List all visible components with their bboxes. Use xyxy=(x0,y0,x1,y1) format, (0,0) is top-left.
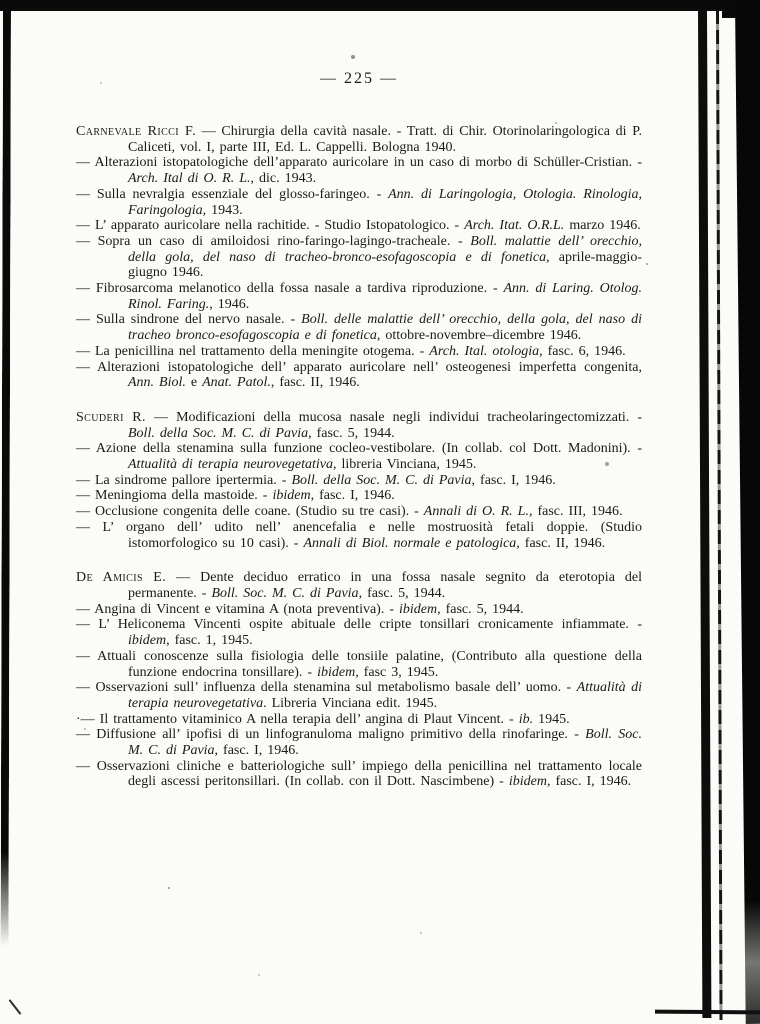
entry-text-segment: , fasc. 5, 1944. xyxy=(308,425,395,441)
entry-text-segment: , fasc. I, 1946. xyxy=(546,774,632,790)
bibliography-group xyxy=(76,570,642,790)
entry-text-segment: , dic. 1943. xyxy=(250,171,317,187)
bibliography xyxy=(76,124,642,809)
entry-text-segment: , aprile-maggio-giugno 1946. xyxy=(128,249,642,281)
entry-text-segment: , fasc 3, 1945. xyxy=(355,664,439,680)
entry-text-segment: 1945. xyxy=(533,711,570,727)
bibliography-entry xyxy=(76,727,642,758)
journal-title-segment: Attualità di terapia neurovegetativa xyxy=(128,457,333,473)
page-edge-black-band xyxy=(735,0,760,1024)
scan-edge-top xyxy=(0,0,760,11)
entry-text-segment: — La penicillina nel trattamento della meningite otogema. - xyxy=(76,343,430,359)
journal-title-segment: Ann. di Laring. Otolog. Rinol. Faring. xyxy=(128,281,642,312)
author-name: Carnevale Ricci F. xyxy=(76,124,197,139)
entry-text-segment: — Dente deciduo erratico in una fossa nasale segnito da eterotopia del permanente. - xyxy=(128,570,642,601)
page-edge-stripe-1 xyxy=(698,10,711,1018)
entry-text-segment: — Alterazioni istopatologiche dell’apparato auricolare in un caso di morbo di Schüller-Cristian. - xyxy=(76,155,642,171)
bibliography-entry xyxy=(76,410,642,441)
author-name: De Amicis E. xyxy=(76,570,167,586)
entry-text-segment: — Alterazioni istopatologiche dell’ apparato auricolare nell’ osteogenesi imperfetta congenita, xyxy=(76,359,642,375)
journal-title-segment: Annali di Biol. normale e patologica xyxy=(303,535,517,551)
journal-title-segment: ibidem xyxy=(317,664,356,680)
entry-text-segment: . Libreria Vinciana edit. 1945. xyxy=(263,695,438,711)
entry-text-segment: — Angina di Vincent e vitamina A (nota preventiva). - xyxy=(76,601,399,617)
journal-title-segment: ib. xyxy=(518,711,534,727)
entry-text-segment: — L’ Heliconema Vincenti ospite abituale delle cripte tonsillari cronicamente infiammate. - xyxy=(76,617,642,633)
entry-text-segment: — Sopra un caso di amiloidosi rino-faringo-lagingo-tracheale. - xyxy=(76,233,471,249)
page-edge-bottom-line xyxy=(655,1010,760,1015)
bibliography-entry xyxy=(76,570,642,601)
journal-title-segment: Boll. delle malattie dell’ orecchio, della gola, del naso di tracheo bronco-esofagoscopia e di fonetica xyxy=(128,312,642,344)
scan-noise-specks xyxy=(0,0,2,2)
journal-title-segment: Arch. Ital di O. R. L. xyxy=(128,171,251,187)
entry-text-segment: — La sindrome pallore ipertermia. - xyxy=(76,472,292,488)
author-name: Scuderi R. xyxy=(76,409,146,425)
entry-text-segment: , fasc. I, 1946. xyxy=(310,488,395,504)
journal-title-segment: ibidem xyxy=(508,774,547,790)
bibliography-entry xyxy=(76,218,642,234)
bibliography-entry xyxy=(76,520,642,551)
journal-title-segment: Boll. della Soc. M. C. di Pavia xyxy=(128,425,309,441)
entry-text-segment: — Attuali conoscenze sulla fisiologia delle tonsiile palatine, (Contributo alla questione della funzione endocrina tonsillare). - xyxy=(76,648,642,680)
entry-text-segment: — Fibrosarcoma melanotico della fossa nasale a tardiva riproduzione. - xyxy=(76,281,504,297)
page-edge-stripe-2 xyxy=(716,10,723,1020)
bibliography-entry xyxy=(76,124,642,155)
entry-text-segment: , fasc. II, 1946. xyxy=(270,375,360,391)
journal-title-segment: Attualità di terapia neurovegetativa xyxy=(128,680,642,711)
journal-title-segment: Arch. Ital. otologia xyxy=(429,343,540,359)
bibliography-entry xyxy=(76,281,642,312)
bibliography-entry xyxy=(76,602,642,618)
journal-title-segment: Ann. Biol. xyxy=(128,375,186,391)
journal-title-segment: Boll. Soc. M. C. di Pavia xyxy=(128,727,642,759)
bibliography-entry xyxy=(76,441,642,472)
bibliography-entry xyxy=(76,473,642,489)
entry-text-segment: — Occlusione congenita delle coane. (Studio su tre casi). - xyxy=(76,504,424,520)
entry-text-segment: , fasc. 5, 1944. xyxy=(437,601,524,617)
bibliography-entry xyxy=(76,344,642,360)
bibliography-entry xyxy=(76,759,642,790)
entry-text-segment: , libreria Vinciana, 1945. xyxy=(333,457,477,473)
entry-text-segment: e xyxy=(185,375,203,391)
bibliography-entry xyxy=(76,504,642,520)
entry-text-segment: — Azione della stenamina sulla funzione cocleo-vestibolare. (In collab. col Dott. Madonini). - xyxy=(76,441,642,457)
bibliography-entry xyxy=(76,312,642,343)
page-number: — 225 — xyxy=(320,70,398,87)
journal-title-segment: ibidem xyxy=(399,601,438,617)
bibliography-entry xyxy=(76,187,642,218)
entry-text-segment: — Meningioma della mastoide. - xyxy=(76,488,273,504)
entry-text-segment: — Sulla nevralgia essenziale del glosso-faringeo. - xyxy=(76,186,389,202)
bibliography-entry xyxy=(76,649,642,680)
journal-title-segment: Boll. Soc. M. C. di Pavia xyxy=(211,585,359,601)
bibliography-entry xyxy=(76,680,642,711)
entry-text-segment: , fasc. 5, 1944. xyxy=(358,585,446,601)
entry-text-segment: , fasc. 1, 1945. xyxy=(166,633,253,649)
bibliography-entry xyxy=(76,712,642,728)
journal-title-segment: Boll. malattie dell’ orecchio, della gola, del naso di tracheo-bronco-esofagoscopia e di fonetica xyxy=(128,233,642,265)
entry-text-segment: — Osservazioni sull’ influenza della stenamina sul metabolismo basale dell’ uomo. - xyxy=(76,680,577,696)
bibliography-entry xyxy=(76,234,642,281)
journal-title-segment: Annali di O. R. L. xyxy=(423,504,529,520)
entry-text-segment: — Sulla sindrone del nervo nasale. - xyxy=(76,312,302,328)
entry-text-segment: — Modificazioni della mucosa nasale negli individui tracheolaringectomizzati. - xyxy=(145,409,642,425)
bibliography-entry xyxy=(76,155,642,186)
entry-text-segment: — Osservazioni cliniche e batteriologiche sull’ impiego della penicillina nel trattamento locale degli ascessi peritonsillari. (In collab. con il Dott. Nascimbene) - xyxy=(76,758,642,790)
journal-title-segment: Boll. della Soc. M. C. di Pavia xyxy=(291,472,472,488)
entry-text-segment: , fasc. I, 1946. xyxy=(214,743,299,759)
bibliography-entry xyxy=(76,360,642,391)
entry-text-segment: ·— Il trattamento vitaminico A nella terapia dell’ angina di Plaut Vincent. - xyxy=(76,711,519,727)
entry-text-segment: , fasc. III, 1946. xyxy=(528,504,623,520)
entry-text-segment: marzo 1946. xyxy=(564,218,641,234)
journal-title-segment: Ann. di Laringologia, Otologia. Rinologia, Faringologia xyxy=(128,186,642,218)
entry-text-segment: , 1946. xyxy=(209,296,250,312)
entry-text-segment: — L’ apparato auricolare nella rachitide. - Studio Istopatologico. - xyxy=(76,218,465,234)
entry-text-segment: , fasc. I, 1946. xyxy=(471,472,556,488)
entry-text-segment: , 1943. xyxy=(202,202,243,218)
bibliography-group xyxy=(76,410,642,551)
entry-text-segment: — L’ organo dell’ udito nell’ anencefalia e nelle mostruosità fetali doppie. (Studio istomorfologico su 10 casi). - xyxy=(76,519,642,551)
entry-text-segment: , ottobre-novembre–dicembre 1946. xyxy=(376,328,582,344)
bibliography-group xyxy=(76,124,642,391)
journal-title-segment: ibidem xyxy=(128,633,167,649)
pen-mark xyxy=(9,999,22,1014)
bibliography-entry xyxy=(76,617,642,648)
journal-title-segment: Anat. Patol. xyxy=(202,375,271,391)
book-spine-shadow-left xyxy=(1,8,11,946)
entry-text-segment: — Chirurgia della cavità nasale. - Tratt. di Chir. Otorinolaringologica di P. Caliceti, vol. I, parte III, Ed. L. Cappelli. Bologna 1940. xyxy=(128,124,642,155)
journal-title-segment: Arch. Itat. O.R.L. xyxy=(464,218,565,234)
entry-text-segment: , fasc. 6, 1946. xyxy=(539,343,626,359)
entry-text-segment: , fasc. II, 1946. xyxy=(516,535,606,551)
bibliography-entry xyxy=(76,488,642,504)
entry-text-segment: — Diffusione all’ ipofisi di un linfogranuloma maligno primitivo della rinofaringe. - xyxy=(76,727,586,743)
journal-title-segment: ibidem xyxy=(272,488,311,504)
